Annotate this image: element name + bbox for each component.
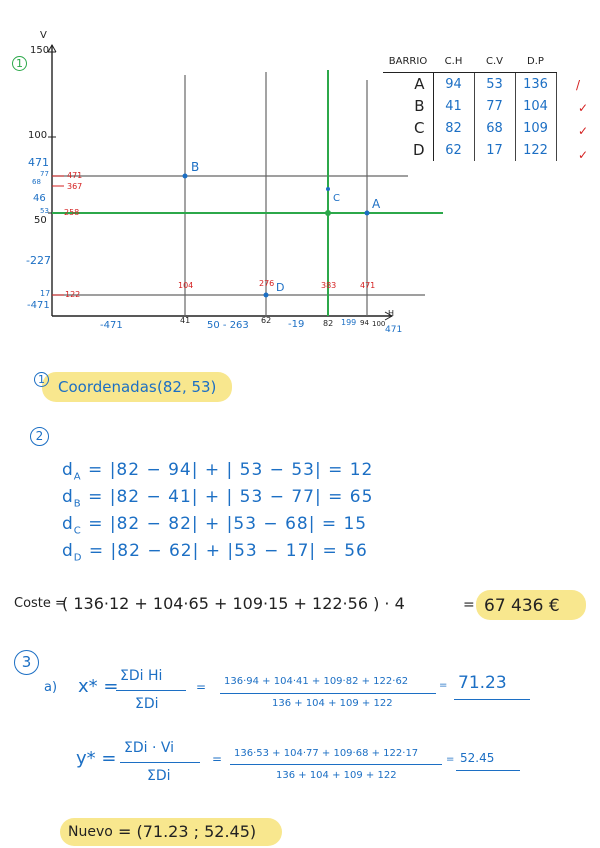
distance-line-c [62,514,367,536]
x-label-100: 100 [372,320,386,328]
part-a-label: a) [44,680,58,695]
cell-dp: 136 [515,73,556,96]
x-frac-bar [116,690,186,691]
y-equals-2: = [446,754,455,765]
coste-expression: ( 136·12 + 104·65 + 109·15 + 122·56 ) · 4 [62,594,405,613]
cell-ch: 41 [433,95,474,117]
point-b [183,174,188,179]
d-symbol: d [62,514,74,534]
check-mark-b: ✓ [578,101,589,115]
d-sub: A [73,471,82,483]
section-1b-marker: 1 [34,372,49,387]
x-red-104: 104 [178,281,194,290]
point-a [365,211,370,216]
y-red-367: 367 [67,182,83,191]
y-label-68: 68 [32,178,41,186]
y-label-46: 46 [33,193,46,204]
point-label-b: B [191,160,200,174]
barrio-table [383,50,557,161]
x-label-neg-19: -19 [288,319,305,330]
y-equals: = [212,752,223,766]
section-2-marker: 2 [30,427,49,446]
row-label: C [383,117,433,139]
d-sub: D [73,552,83,564]
cell-ch: 82 [433,117,474,139]
check-mark-c: ✓ [578,124,589,138]
section-3-marker: 3 [14,650,39,675]
row-label: B [383,95,433,117]
nuevo-value: = (71.23 ; 52.45) [118,822,257,841]
point-label-c: C [333,193,340,204]
distance-line-d [62,541,368,563]
y-star-lhs: y* = [76,748,117,769]
cell-dp: 104 [515,95,556,117]
table-row [383,117,556,139]
x-big-den: 136 + 104 + 109 + 122 [272,698,393,709]
y-label-50: 50 [34,215,47,226]
x-label-199: 199 [341,318,357,327]
y-frac-num: ΣDi · Vi [124,740,175,756]
y-frac-den: ΣDi [147,768,171,784]
y-result: 52.45 [460,751,495,765]
y-label-150: 150 [30,45,50,56]
distance-line-a [62,460,373,482]
y-big-bar [230,764,442,765]
x-label-82: 82 [323,319,334,328]
x-frac-num: ΣDi Hi [120,668,163,684]
cell-ch: 94 [433,73,474,96]
point-c [326,187,330,191]
x-frac-den: ΣDi [135,696,159,712]
header-cv: C.V [474,50,515,73]
x-label-neg-471: -471 [100,320,123,331]
check-mark-d: ✓ [578,148,589,162]
x-big-num: 136·94 + 104·41 + 109·82 + 122·62 [224,676,409,687]
header-ch: C.H [433,50,474,73]
x-label-94: 94 [360,319,369,327]
cell-cv: 68 [474,117,515,139]
coordenadas-value: (82, 53) [157,378,217,396]
distance-expr: = |82 − 41| + | 53 − 77| = 65 [88,487,374,507]
y-label-neg-471: -471 [27,300,50,311]
x-result-underline [454,699,530,700]
nuevo-label: Nuevo [68,824,113,840]
d-sub: B [73,498,82,510]
coste-label: Coste = [14,596,66,611]
x-axis-label: H [388,309,395,318]
new-point [325,210,331,216]
distance-expr: = |82 − 82| + |53 − 68| = 15 [88,514,368,534]
point-d [264,293,269,298]
header-dp: D.P [515,50,556,73]
y-result-underline [456,770,520,771]
y-label-17: 17 [40,289,51,298]
distance-expr: = |82 − 94| + | 53 − 53| = 12 [88,460,374,480]
y-red-471: 471 [67,171,83,180]
x-star-lhs: x* = [78,676,119,697]
d-symbol: d [62,541,74,561]
x-red-471: 471 [360,281,376,290]
x-label-41: 41 [180,316,191,325]
coordenadas-label: Coordenadas [58,378,157,396]
cell-dp: 109 [515,117,556,139]
x-red-383: 383 [321,281,337,290]
y-red-258: 258 [64,208,80,217]
y-label-neg-227: -227 [26,254,51,267]
y-axis-label: V [40,30,47,41]
x-big-bar [220,693,436,694]
cell-cv: 77 [474,95,515,117]
x-label-471: 471 [385,325,403,335]
y-label-53: 53 [40,207,49,215]
section-1-marker: 1 [12,56,27,71]
x-equals: = [196,680,207,694]
row-label: A [383,73,433,96]
d-sub: C [73,525,82,537]
coste-result: 67 436 € [484,596,560,616]
point-label-a: A [372,197,381,211]
y-frac-bar [120,762,200,763]
x-label-62: 62 [261,316,272,325]
distance-expr: = |82 − 62| + |53 − 17| = 56 [88,541,368,561]
x-result: 71.23 [458,673,507,693]
coste-equals: = [463,597,475,613]
cell-dp: 122 [515,139,556,161]
d-symbol: d [62,487,74,507]
table-row [383,139,556,161]
d-symbol: d [62,460,74,480]
row-label: D [383,139,433,161]
y-label-471: 471 [28,156,49,169]
distance-line-b [62,487,373,509]
y-label-100: 100 [28,130,48,141]
cell-ch: 62 [433,139,474,161]
y-label-77: 77 [40,170,49,178]
y-red-122: 122 [65,290,81,299]
y-big-den: 136 + 104 + 109 + 122 [276,770,397,781]
point-label-d: D [276,281,285,294]
y-big-num: 136·53 + 104·77 + 109·68 + 122·17 [234,748,419,759]
x-label-50-263: 50 - 263 [207,320,249,331]
header-barrio: BARRIO [383,50,433,73]
table-row [383,95,556,117]
x-equals-2: = [439,680,448,691]
cell-cv: 53 [474,73,515,96]
check-mark-a: / [576,78,581,92]
x-red-276: 276 [259,279,275,288]
cell-cv: 17 [474,139,515,161]
table-row [383,73,556,96]
